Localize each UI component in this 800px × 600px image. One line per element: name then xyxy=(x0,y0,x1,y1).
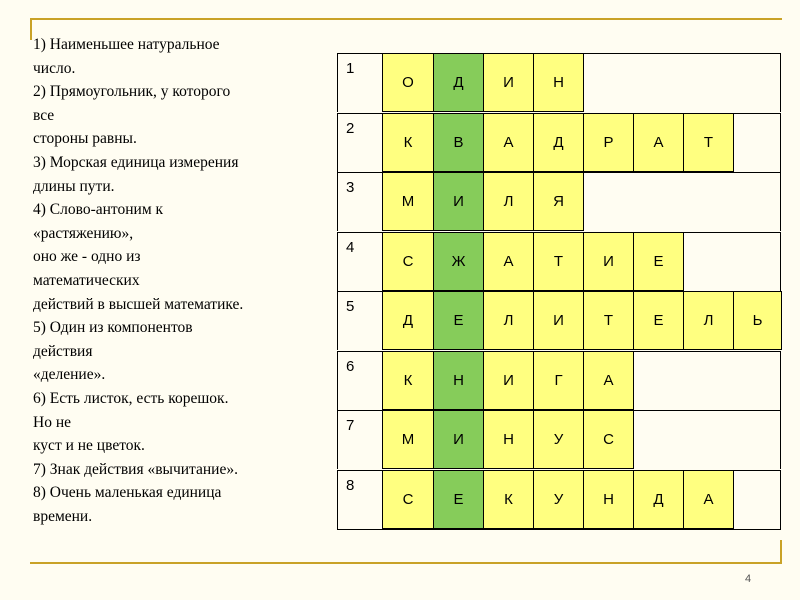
row-number: 6 xyxy=(337,351,382,410)
letter-cell: К xyxy=(483,470,534,529)
crossword-grid xyxy=(337,53,781,529)
row-number: 4 xyxy=(337,232,382,291)
clue-line: Но не xyxy=(33,413,71,431)
letter-cell: А xyxy=(483,232,534,291)
clue-line: 5) Один из компонентов xyxy=(33,319,193,337)
clue-line: действий в высшей математике. xyxy=(33,295,244,313)
letter-cell: Т xyxy=(533,232,584,291)
letter-cell: Д xyxy=(633,470,684,529)
clue-line: 3) Морская единица измерения xyxy=(33,153,239,171)
letter-cell: А xyxy=(583,351,634,410)
clue-line: куст и не цветок. xyxy=(33,437,145,455)
key-letter-cell: Е xyxy=(433,470,484,529)
letter-cell: Н xyxy=(483,410,534,469)
empty-cell xyxy=(733,113,781,172)
letter-cell: У xyxy=(533,470,584,529)
letter-cell: Л xyxy=(683,291,734,350)
clue-line: математических xyxy=(33,271,140,289)
letter-cell: Я xyxy=(533,172,584,231)
clue-line: времени. xyxy=(33,507,93,525)
key-letter-cell: Ж xyxy=(433,232,484,291)
empty-cell xyxy=(633,351,781,410)
clue-line: число. xyxy=(33,59,76,77)
empty-cell xyxy=(583,53,781,112)
letter-cell: Н xyxy=(533,53,584,112)
clue-line: действия xyxy=(33,342,93,360)
clue-line: длины пути. xyxy=(33,177,115,195)
key-letter-cell: Д xyxy=(433,53,484,112)
key-letter-cell: Е xyxy=(433,291,484,350)
letter-cell: И xyxy=(483,53,534,112)
letter-cell: Е xyxy=(633,232,684,291)
row-number: 7 xyxy=(337,410,382,469)
clue-line: все xyxy=(33,106,55,124)
key-letter-cell: И xyxy=(433,410,484,469)
clue-line: 6) Есть листок, есть корешок. xyxy=(33,389,229,407)
letter-cell: Ь xyxy=(733,291,782,350)
letter-cell: О xyxy=(382,53,434,112)
letter-cell: М xyxy=(382,172,434,231)
letter-cell: К xyxy=(382,113,434,172)
clue-line: «растяжению», xyxy=(33,224,134,242)
letter-cell: А xyxy=(633,113,684,172)
letter-cell: Р xyxy=(583,113,634,172)
right-rule xyxy=(780,540,782,564)
letter-cell: Е xyxy=(633,291,684,350)
clue-line: 8) Очень маленькая единица xyxy=(33,484,222,502)
clues-list xyxy=(33,33,308,528)
empty-cell xyxy=(583,172,781,231)
letter-cell: С xyxy=(382,470,434,529)
clue-line: оно же - одно из xyxy=(33,248,141,266)
row-number: 2 xyxy=(337,113,382,172)
letter-cell: С xyxy=(382,232,434,291)
letter-cell: И xyxy=(533,291,584,350)
key-letter-cell: И xyxy=(433,172,484,231)
letter-cell: Н xyxy=(583,470,634,529)
letter-cell: Л xyxy=(483,291,534,350)
clue-line: 2) Прямоугольник, у которого xyxy=(33,83,231,101)
clue-line: 1) Наименьшее натуральное xyxy=(33,36,220,53)
letter-cell: А xyxy=(483,113,534,172)
grid-bottom-border xyxy=(337,529,781,530)
empty-cell xyxy=(733,470,781,529)
letter-cell: С xyxy=(583,410,634,469)
letter-cell: М xyxy=(382,410,434,469)
letter-cell: Т xyxy=(683,113,734,172)
row-number: 1 xyxy=(337,53,382,112)
letter-cell: К xyxy=(382,351,434,410)
page-number: 4 xyxy=(745,573,752,585)
clue-line: 4) Слово-антоним к xyxy=(33,201,164,219)
letter-cell: Г xyxy=(533,351,584,410)
top-rule xyxy=(30,18,782,20)
clue-line: 7) Знак действия «вычитание». xyxy=(33,460,238,478)
clue-line: стороны равны. xyxy=(33,130,137,148)
empty-cell xyxy=(633,410,781,469)
clue-line: «деление». xyxy=(33,366,106,384)
letter-cell: Т xyxy=(583,291,634,350)
key-letter-cell: Н xyxy=(433,351,484,410)
row-number: 3 xyxy=(337,172,382,231)
left-rule xyxy=(30,18,32,40)
letter-cell: И xyxy=(583,232,634,291)
letter-cell: У xyxy=(533,410,584,469)
row-number: 5 xyxy=(337,291,382,350)
letter-cell: Л xyxy=(483,172,534,231)
letter-cell: А xyxy=(683,470,734,529)
letter-cell: Д xyxy=(533,113,584,172)
key-letter-cell: В xyxy=(433,113,484,172)
empty-cell xyxy=(683,232,781,291)
letter-cell: И xyxy=(483,351,534,410)
bottom-rule xyxy=(30,562,782,564)
row-number: 8 xyxy=(337,470,382,529)
letter-cell: Д xyxy=(382,291,434,350)
